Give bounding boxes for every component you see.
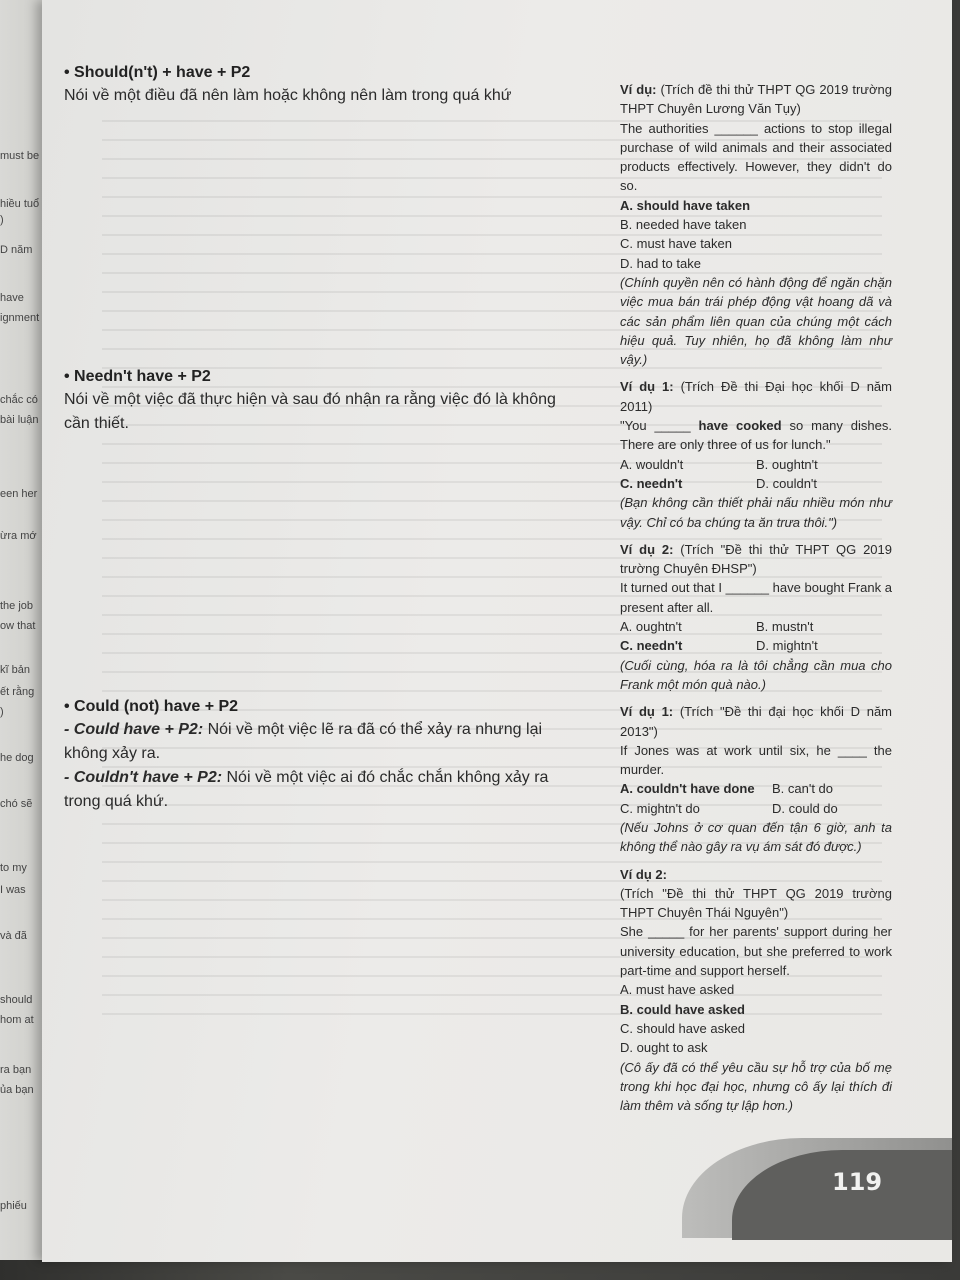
example-source: (Trích đề thi thử THPT QG 2019 trường THPT Chuyên Lương Văn Tụy) (620, 82, 892, 117)
example-source: (Trích "Đề thi thử THPT QG 2019 trường THPT Chuyên Thái Nguyên") (620, 885, 892, 921)
option-c: C. needn't (620, 638, 683, 654)
could-have-line (64, 718, 584, 766)
prev-fragment: phiếu (0, 1200, 27, 1212)
example-header (620, 80, 892, 119)
prev-fragment: ết rằng (0, 686, 35, 698)
prev-fragment: chó sẽ (0, 798, 33, 810)
section-could-have (64, 698, 584, 814)
example-question: The authorities ______ actions to stop illegal purchase of wild animals and their associated products effectively. However, they didn't do so. (620, 120, 892, 194)
prev-fragment: ra bạn (0, 1064, 32, 1076)
example-label: Ví dụ 2: (620, 541, 674, 557)
prev-fragment: ừra mớ (0, 530, 37, 542)
option-b: B. could have asked (620, 1001, 745, 1017)
example-neednt-2 (620, 540, 892, 694)
example-should-have (620, 80, 892, 369)
couldnt-have-line (64, 766, 584, 814)
option-a: A. couldn't have done (620, 781, 755, 797)
option-c: C. should have asked (620, 1020, 746, 1036)
prev-fragment: bài luận (0, 414, 39, 426)
prev-fragment: should (0, 994, 33, 1006)
example-source: (Trích "Đề thi thử THPT QG 2019 trường Chuyên ĐHSP") (620, 541, 892, 577)
prev-fragment: ignment (0, 312, 40, 324)
option-b: B. needed have taken (620, 217, 747, 233)
example-label: Ví dụ 2: (620, 866, 667, 882)
option-a: A. wouldn't (620, 456, 684, 472)
option-a: A. oughtn't (620, 619, 682, 635)
prev-fragment: hiều tuổ (0, 198, 40, 210)
option-c: C. needn't (620, 475, 683, 491)
example-translation: (Nếu Johns ở cơ quan đến tận 6 giờ, anh ta không thể nào gây ra vụ ám sát đó được.) (620, 819, 892, 855)
option-d: D. couldn't (756, 475, 818, 491)
example-question (620, 416, 892, 455)
example-question: She _____ for her parents' support during her university education, but she preferred to work part-time and support herself. (620, 924, 892, 979)
definition: Nói về một việc ai đó chắc chắn không xảy ra trong quá khứ. (64, 769, 549, 810)
prev-fragment: I was (0, 884, 26, 896)
question-end: so many dishes. There are only three of us for lunch." (620, 418, 892, 453)
prev-fragment: een her (0, 488, 38, 500)
option-a: A. must have asked (620, 982, 735, 998)
example-source: (Trích "Đề thi đại học khối D năm 2013") (620, 704, 893, 739)
term: - Could have + P2: (64, 721, 204, 738)
example-source: (Trích Đề thi Đại học khối D năm 2011) (620, 379, 892, 414)
example-question: It turned out that I ______ have bought Frank a present after all. (620, 580, 892, 615)
prev-fragment: must be (0, 150, 40, 162)
option-b: B. mustn't (756, 619, 814, 635)
term: - Couldn't have + P2: (64, 769, 223, 786)
prev-fragment: ủa bạn (0, 1084, 34, 1096)
section-text: Nói về một điều đã nên làm hoặc không nên làm trong quá khứ (64, 87, 512, 104)
option-d: D. mightn't (756, 638, 818, 654)
option-b: B. oughtn't (756, 456, 818, 472)
example-translation: (Cuối cùng, hóa ra là tôi chẳng cần mua cho Frank một món quà nào.) (620, 657, 892, 692)
option-c: C. must have taken (620, 236, 732, 252)
options-row (620, 636, 892, 655)
example-couldnt-have (620, 702, 892, 856)
section-text: Nói về một việc đã thực hiện và sau đó nhận ra rằng việc đó là không cần thiết. (64, 391, 556, 432)
example-question: If Jones was at work until six, he ____ the murder. (620, 742, 892, 778)
option-d: D. had to take (620, 255, 701, 271)
examples-column (620, 80, 892, 1123)
example-header (620, 702, 892, 741)
example-header (620, 377, 892, 416)
example-neednt-1 (620, 377, 892, 531)
option-d: D. ought to ask (620, 1040, 708, 1056)
example-could-have (620, 865, 892, 1116)
option-a: A. should have taken (620, 197, 751, 213)
page-number: 119 (832, 1168, 883, 1196)
option-d: D. could do (772, 800, 838, 816)
example-translation: (Chính quyền nên có hành động để ngăn chặn việc mua bán trái phép động vật hoang dã và các sản phẩm liên quan của chúng một cách hiệu quả. Tuy nhiên, họ đã không làm như vậy.) (620, 274, 892, 368)
prev-fragment: kĩ bản (0, 664, 30, 676)
options-row (620, 474, 892, 493)
prev-fragment: ) (0, 706, 4, 718)
prev-fragment: D năm (0, 244, 33, 256)
prev-fragment: have (0, 292, 24, 304)
example-label: Ví dụ: (620, 82, 657, 97)
example-translation: (Bạn không cần thiết phải nấu nhiều món như vậy. Chỉ có ba chúng ta ăn trưa thôi.") (620, 495, 892, 530)
question-bold: have cooked (698, 418, 782, 434)
book-page (42, 0, 952, 1262)
option-b: B. can't do (772, 781, 834, 797)
options-row (620, 779, 892, 798)
prev-fragment: to my (0, 862, 27, 874)
prev-fragment: the job (0, 600, 34, 612)
options-row (620, 799, 892, 818)
question-start: "You _____ (620, 418, 699, 434)
section-shouldnt-have (64, 64, 584, 108)
example-label: Ví dụ 1: (620, 704, 674, 720)
options-row (620, 455, 892, 474)
example-translation: (Cô ấy đã có thể yêu cầu sự hỗ trợ của bố mẹ trong khi học đại học, nhưng cô ấy lại thích đi làm thêm và sống tự lập hơn.) (620, 1059, 892, 1114)
options-row (620, 617, 892, 636)
prev-fragment: chắc có (0, 394, 38, 406)
section-title: • Needn't have + P2 (64, 368, 211, 385)
example-header (620, 540, 892, 579)
section-title: • Could (not) have + P2 (64, 698, 239, 715)
section-title: • Should(n't) + have + P2 (64, 64, 251, 81)
example-label: Ví dụ 1: (620, 379, 674, 395)
prev-fragment: ) (0, 214, 4, 226)
section-neednt-have (64, 368, 584, 436)
prev-fragment: hom at (0, 1014, 34, 1026)
prev-fragment: he dog (0, 752, 34, 764)
prev-fragment: ow that (0, 620, 36, 632)
option-c: C. mightn't do (620, 800, 700, 816)
example-header (620, 865, 892, 884)
prev-fragment: và đã (0, 930, 27, 942)
definition: Nói về một việc lẽ ra đã có thể xảy ra nhưng lại không xảy ra. (64, 721, 543, 762)
